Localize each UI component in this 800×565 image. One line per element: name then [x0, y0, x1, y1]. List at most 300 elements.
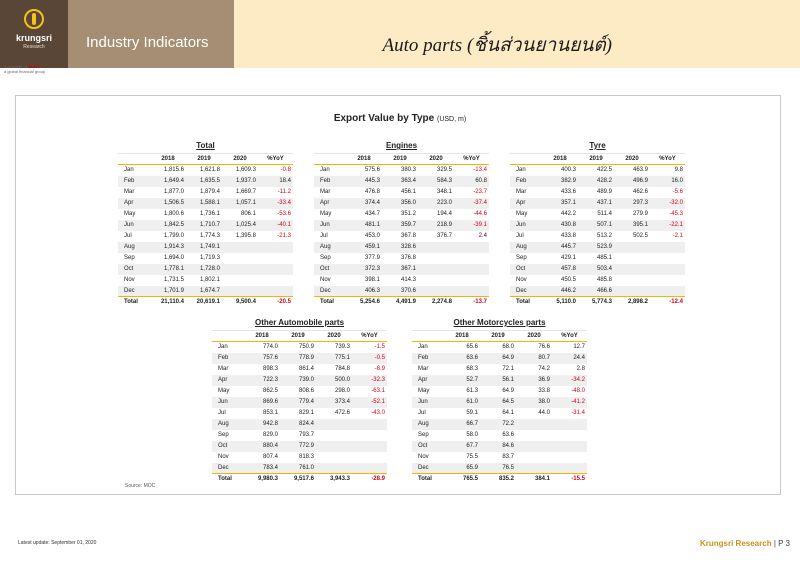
month-cell: Oct	[412, 441, 444, 452]
value-cell: 750.9	[298, 344, 314, 351]
month-cell: Apr	[510, 198, 542, 209]
table-row	[212, 441, 387, 452]
header-row	[412, 331, 587, 342]
value-cell: -33.4	[258, 198, 293, 209]
column-header: 2018	[542, 154, 578, 165]
table-row	[212, 452, 387, 463]
value-cell	[418, 286, 454, 297]
table-row	[314, 264, 489, 275]
value-cell: 80.7	[516, 353, 552, 364]
table-title: Other Motorcycles parts	[453, 318, 546, 327]
value-cell: 1,719.3	[199, 255, 220, 261]
value-cell: 489.9	[596, 189, 612, 195]
month-cell: Sep	[218, 432, 229, 438]
table-row	[314, 253, 489, 264]
value-cell	[516, 419, 552, 430]
column-header: %YoY	[352, 331, 387, 342]
value-cell: -52.1	[352, 397, 387, 408]
total-label: Total	[314, 297, 346, 308]
month-cell: Nov	[124, 277, 135, 283]
value-cell: 1,057.1	[222, 198, 258, 209]
value-cell: 395.1	[614, 220, 650, 231]
table-row	[510, 220, 685, 231]
value-cell	[454, 264, 489, 275]
month-cell: Oct	[510, 264, 542, 275]
value-cell: 1,842.5	[150, 220, 186, 231]
month-cell: Dec	[314, 286, 346, 297]
value-cell: 359.7	[382, 220, 418, 231]
value-cell: 76.5	[480, 463, 516, 474]
value-cell	[454, 253, 489, 264]
table-row	[118, 209, 293, 220]
total-cell: 2,898.2	[614, 297, 650, 308]
table-row	[510, 187, 685, 198]
month-cell: Jul	[218, 410, 226, 416]
value-cell	[222, 275, 258, 286]
column-header: 2020	[316, 331, 352, 342]
month-cell: Sep	[320, 255, 331, 261]
value-cell	[552, 463, 587, 474]
table-title: Total	[196, 141, 215, 150]
value-cell: 61.3	[466, 388, 478, 394]
month-cell: Jan	[418, 344, 428, 351]
value-cell: 862.5	[262, 388, 278, 394]
month-cell: Apr	[212, 375, 244, 386]
value-cell: 1,701.9	[150, 286, 186, 297]
month-cell: Jul	[320, 233, 328, 239]
table-row	[412, 441, 587, 452]
value-cell: 485.1	[596, 255, 612, 261]
value-cell: 373.4	[316, 397, 352, 408]
value-cell: 422.5	[596, 167, 612, 174]
value-cell: 1,749.1	[186, 242, 222, 253]
value-cell	[316, 463, 352, 474]
header-row	[510, 154, 685, 165]
table-row	[412, 463, 587, 474]
value-cell: -8.9	[374, 366, 385, 372]
month-cell: Jul	[124, 233, 132, 239]
value-cell: 1,800.6	[163, 211, 184, 217]
value-cell: 808.6	[298, 388, 314, 394]
value-cell: -22.1	[650, 220, 685, 231]
month-cell: Oct	[118, 264, 150, 275]
table-row	[118, 264, 293, 275]
column-header: 2020	[222, 154, 258, 165]
value-cell	[258, 253, 293, 264]
value-cell: 450.5	[560, 277, 576, 283]
value-cell: 68.0	[502, 344, 514, 351]
value-cell: 806.1	[240, 211, 256, 217]
table-row	[118, 187, 293, 198]
value-cell	[650, 275, 685, 286]
value-cell: 463.9	[632, 167, 648, 174]
total-row	[412, 474, 587, 485]
value-cell: -40.1	[258, 220, 293, 231]
value-cell: 36.9	[516, 375, 552, 386]
value-cell	[614, 286, 650, 297]
value-cell: 1,728.0	[186, 264, 222, 275]
total-label: Total	[212, 474, 244, 485]
value-cell: 485.8	[596, 277, 612, 283]
column-header	[314, 154, 346, 165]
table-row	[510, 275, 685, 286]
table-title: Tyre	[589, 141, 606, 150]
value-cell: -39.1	[454, 220, 489, 231]
value-cell: 18.4	[258, 176, 293, 187]
month-cell: Nov	[516, 277, 527, 283]
value-cell: 861.4	[298, 366, 314, 372]
table-row	[212, 463, 387, 474]
total-row	[212, 474, 387, 485]
column-header: 2018	[444, 331, 480, 342]
table-row	[314, 231, 489, 242]
value-cell: 1,877.0	[163, 189, 184, 195]
table-row	[212, 375, 387, 386]
total-label: Total	[412, 474, 444, 485]
table-row	[412, 452, 587, 463]
table-row	[412, 364, 587, 375]
footer-brand	[700, 539, 790, 548]
month-cell: Sep	[516, 255, 527, 261]
value-cell: 459.1	[346, 242, 382, 253]
logo	[0, 0, 68, 68]
value-cell	[222, 253, 258, 264]
value-cell	[552, 430, 587, 441]
value-cell: -1.5	[374, 344, 385, 351]
value-cell: 63.6	[444, 353, 480, 364]
value-cell: 1,710.7	[186, 220, 222, 231]
value-cell	[650, 242, 685, 253]
column-header: 2018	[346, 154, 382, 165]
month-cell: Dec	[510, 286, 542, 297]
table-row	[510, 198, 685, 209]
value-cell: -63.1	[371, 388, 385, 394]
table-other-automobile-parts	[212, 318, 387, 485]
page-number: | P 3	[773, 539, 790, 548]
total-cell: 384.1	[516, 474, 552, 485]
table-row	[510, 253, 685, 264]
month-cell: Aug	[412, 419, 444, 430]
value-cell: 774.0	[262, 344, 278, 351]
main-title	[0, 113, 800, 124]
total-row	[314, 297, 489, 308]
value-cell: 1,588.1	[186, 198, 222, 209]
value-cell: 56.1	[480, 375, 516, 386]
page-title: Auto parts (ชิ้นส่วนยานยนต์)	[382, 35, 612, 56]
value-cell: 1,815.6	[163, 167, 184, 174]
value-cell: 575.6	[364, 167, 380, 174]
column-header: 2019	[382, 154, 418, 165]
value-cell	[552, 441, 587, 452]
column-header: 2018	[244, 331, 280, 342]
value-cell: 1,669.7	[235, 189, 256, 195]
value-cell: 445.3	[346, 176, 382, 187]
table-row	[510, 242, 685, 253]
value-cell: 64.5	[480, 397, 516, 408]
value-cell: 367.1	[382, 264, 418, 275]
value-cell: 329.5	[436, 167, 452, 174]
header-row	[212, 331, 387, 342]
value-cell: -31.4	[571, 410, 585, 416]
value-cell: 739.0	[280, 375, 316, 386]
value-cell: 496.9	[614, 176, 650, 187]
column-header: 2020	[418, 154, 454, 165]
value-cell: 279.9	[632, 211, 648, 217]
value-cell: 434.7	[364, 211, 380, 217]
value-cell: 2.4	[478, 233, 487, 239]
value-cell: 1,025.4	[222, 220, 258, 231]
value-cell: 1,649.4	[150, 176, 186, 187]
value-cell: 12.7	[573, 344, 585, 351]
table-row	[412, 430, 587, 441]
main-title-text: Export Value by Type	[333, 113, 435, 124]
value-cell: -21.3	[277, 233, 291, 239]
header-row	[118, 154, 293, 165]
table-row	[510, 264, 685, 275]
value-cell: 64.9	[502, 388, 514, 394]
logo-subtitle: Research	[23, 44, 45, 50]
total-cell: 765.5	[444, 474, 480, 485]
column-header	[212, 331, 244, 342]
table-row	[412, 375, 587, 386]
value-cell: 1,609.3	[235, 167, 256, 174]
month-cell: Jun	[314, 220, 346, 231]
month-cell: Feb	[412, 353, 444, 364]
value-cell: 65.9	[444, 463, 480, 474]
total-cell: 20,619.1	[186, 297, 222, 308]
table-row	[212, 364, 387, 375]
value-cell: 370.6	[382, 286, 418, 297]
value-cell: 457.8	[542, 264, 578, 275]
table-row	[118, 220, 293, 231]
value-cell: 72.2	[480, 419, 516, 430]
value-cell: 59.1	[466, 410, 478, 416]
value-cell	[614, 264, 650, 275]
value-cell: 824.4	[280, 419, 316, 430]
value-cell: -32.0	[650, 198, 685, 209]
value-cell: 869.6	[244, 397, 280, 408]
table-row	[212, 386, 387, 397]
total-cell: 9,517.6	[280, 474, 316, 485]
value-cell: 68.3	[466, 366, 478, 372]
value-cell	[418, 242, 454, 253]
value-cell	[316, 441, 352, 452]
value-cell: 1,799.0	[163, 233, 184, 239]
value-cell: 829.0	[262, 432, 278, 438]
value-cell: 376.8	[400, 255, 416, 261]
value-cell: 1,914.3	[150, 242, 186, 253]
column-header: %YoY	[454, 154, 489, 165]
value-cell: 1,694.0	[163, 255, 184, 261]
value-cell: 942.8	[244, 419, 280, 430]
value-cell: 428.2	[578, 176, 614, 187]
value-cell: -32.3	[352, 375, 387, 386]
column-header: 2019	[186, 154, 222, 165]
main-title-unit: (USD, m)	[437, 116, 467, 123]
value-cell: 739.3	[334, 344, 350, 351]
total-cell: 21,110.4	[150, 297, 186, 308]
month-cell: Aug	[510, 242, 542, 253]
column-header: 2020	[614, 154, 650, 165]
value-cell: 507.1	[578, 220, 614, 231]
value-cell: 406.3	[346, 286, 382, 297]
value-cell: -23.7	[473, 189, 487, 195]
table-engines	[314, 141, 489, 308]
value-cell	[316, 430, 352, 441]
month-cell: Feb	[118, 176, 150, 187]
value-cell: 9.8	[674, 167, 683, 174]
total-row	[118, 297, 293, 308]
value-cell	[516, 452, 552, 463]
value-cell: 414.3	[400, 277, 416, 283]
value-cell: 1,802.1	[199, 277, 220, 283]
value-cell: -2.1	[672, 233, 683, 239]
value-cell: 372.3	[346, 264, 382, 275]
table-row	[212, 397, 387, 408]
month-cell: Aug	[314, 242, 346, 253]
value-cell: 513.2	[596, 233, 612, 239]
value-cell: 511.4	[597, 211, 612, 217]
month-cell: Jul	[418, 410, 426, 416]
value-cell	[352, 419, 387, 430]
month-cell: Mar	[124, 189, 135, 195]
value-cell: -44.6	[473, 211, 487, 217]
value-cell: 76.6	[538, 344, 550, 351]
table-row	[212, 353, 387, 364]
data-table	[510, 153, 685, 308]
month-cell: Jan	[218, 344, 228, 351]
table-row	[314, 275, 489, 286]
value-cell: 779.4	[280, 397, 316, 408]
logo-member-note	[4, 64, 66, 74]
value-cell: 64.1	[502, 410, 514, 416]
table-row	[314, 198, 489, 209]
month-cell: Feb	[212, 353, 244, 364]
value-cell	[454, 286, 489, 297]
value-cell: -48.0	[571, 388, 585, 394]
value-cell: 1,674.7	[186, 286, 222, 297]
table-row	[314, 242, 489, 253]
column-header: 2018	[150, 154, 186, 165]
table-row	[510, 176, 685, 187]
value-cell: 382.9	[542, 176, 578, 187]
value-cell: -43.0	[371, 410, 385, 416]
value-cell	[650, 286, 685, 297]
month-cell: Nov	[218, 454, 229, 460]
month-cell: Jan	[320, 167, 330, 174]
value-cell	[418, 264, 454, 275]
value-cell: 446.2	[542, 286, 578, 297]
table-row	[118, 253, 293, 264]
value-cell: 74.2	[538, 366, 550, 372]
value-cell	[418, 253, 454, 264]
value-cell: 367.8	[400, 233, 416, 239]
month-cell: Nov	[320, 277, 331, 283]
column-header: %YoY	[552, 331, 587, 342]
table-row	[118, 242, 293, 253]
value-cell: 481.1	[346, 220, 382, 231]
total-cell: 3,943.3	[316, 474, 352, 485]
value-cell	[352, 441, 387, 452]
table-row	[118, 198, 293, 209]
member-suffix: a global financial group	[4, 69, 46, 74]
month-cell: Sep	[418, 432, 429, 438]
month-cell: May	[218, 388, 230, 394]
month-cell: Aug	[118, 242, 150, 253]
table-title: Engines	[385, 141, 418, 150]
table-row	[412, 408, 587, 419]
value-cell: 44.0	[538, 410, 550, 416]
data-table	[118, 153, 293, 308]
value-cell: 1,937.0	[222, 176, 258, 187]
value-cell	[552, 419, 587, 430]
month-cell: Jun	[212, 397, 244, 408]
value-cell: 429.1	[560, 255, 576, 261]
value-cell: 818.3	[298, 454, 314, 460]
value-cell: 52.7	[444, 375, 480, 386]
table-row	[510, 286, 685, 297]
value-cell: 500.0	[316, 375, 352, 386]
month-cell: Feb	[314, 176, 346, 187]
table-row	[212, 408, 387, 419]
value-cell: 722.3	[244, 375, 280, 386]
value-cell: 437.1	[578, 198, 614, 209]
month-cell: Oct	[212, 441, 244, 452]
value-cell: 194.4	[436, 211, 452, 217]
logo-name: krungsri	[15, 33, 52, 43]
table-row	[412, 353, 587, 364]
month-cell: Nov	[418, 454, 429, 460]
total-cell: -28.9	[352, 474, 387, 485]
value-cell: 1,736.1	[199, 211, 220, 217]
value-cell: 61.0	[444, 397, 480, 408]
value-cell: 584.3	[418, 176, 454, 187]
value-cell: 445.7	[542, 242, 578, 253]
value-cell: 778.9	[280, 353, 316, 364]
total-cell: -15.5	[552, 474, 587, 485]
month-cell: Jul	[516, 233, 524, 239]
total-cell: 9,500.4	[222, 297, 258, 308]
month-cell: Sep	[124, 255, 135, 261]
value-cell	[516, 441, 552, 452]
value-cell: 793.7	[298, 432, 314, 438]
value-cell	[258, 264, 293, 275]
member-brand: MUFG	[27, 64, 40, 69]
column-header: %YoY	[258, 154, 293, 165]
month-cell: Feb	[510, 176, 542, 187]
column-header: %YoY	[650, 154, 685, 165]
value-cell: 376.7	[436, 233, 452, 239]
value-cell: -34.2	[552, 375, 587, 386]
krungsri-logo-icon	[24, 9, 44, 29]
total-label: Total	[510, 297, 542, 308]
value-cell: 75.5	[466, 454, 478, 460]
total-cell: 835.2	[480, 474, 516, 485]
table-row	[314, 286, 489, 297]
month-cell: May	[320, 211, 332, 217]
value-cell: 761.0	[280, 463, 316, 474]
table-tyre	[510, 141, 685, 308]
value-cell: 60.8	[454, 176, 489, 187]
latest-update: Latest update: September 01, 2020	[18, 540, 97, 546]
value-cell: 523.9	[578, 242, 614, 253]
table-title: Other Automobile parts	[254, 318, 345, 327]
value-cell: 784.8	[334, 366, 350, 372]
total-cell: -20.5	[258, 297, 293, 308]
value-cell: 398.1	[364, 277, 380, 283]
value-cell	[614, 242, 650, 253]
value-cell	[258, 275, 293, 286]
